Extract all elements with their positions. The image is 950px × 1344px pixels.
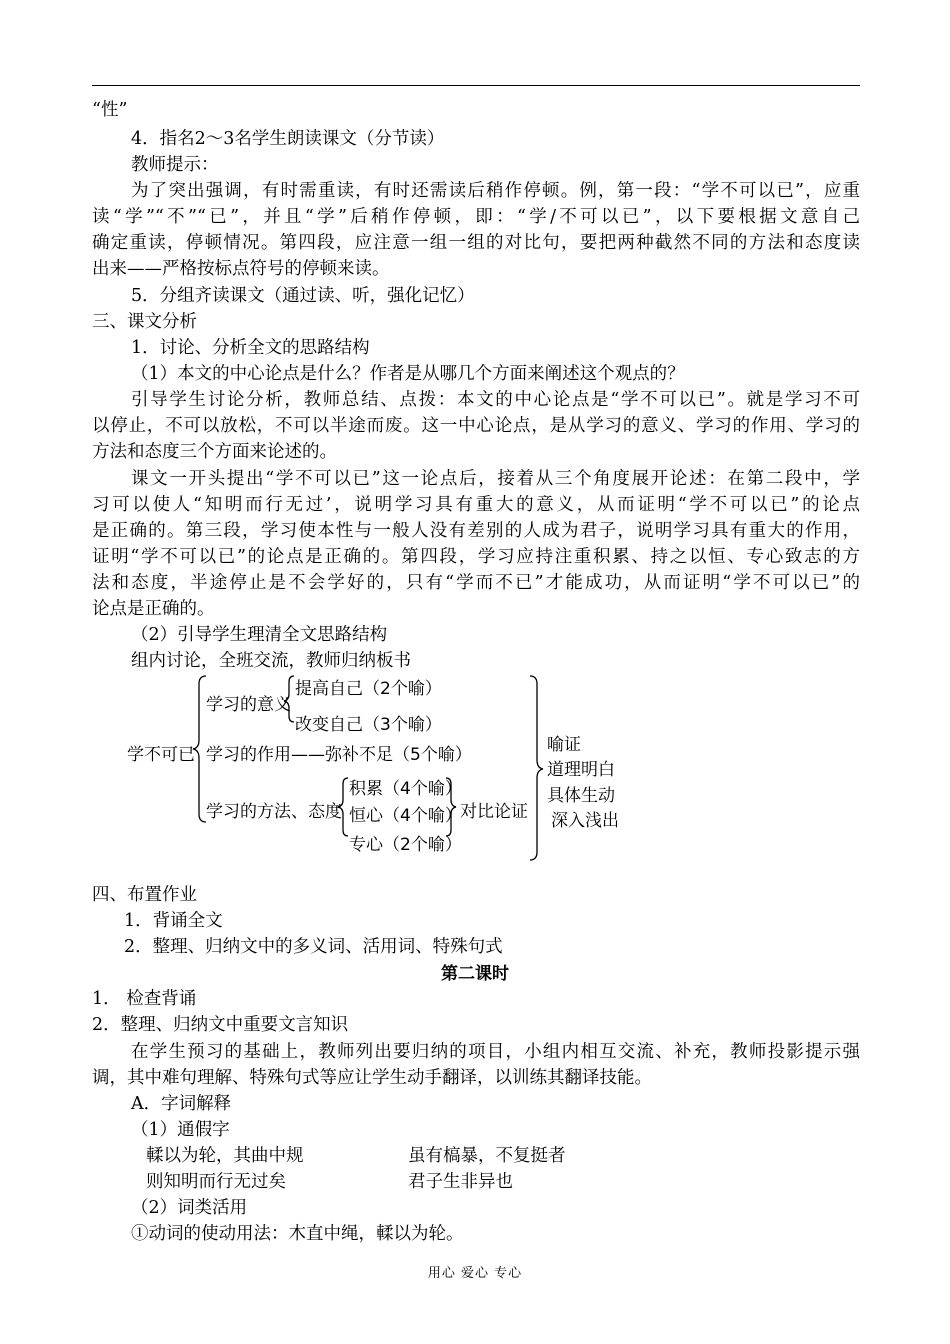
homework-1: 1．背诵全文 <box>124 911 223 931</box>
summary-brace <box>530 676 543 860</box>
analysis-para-line: 引导学生讨论分析，教师总结、点拨：本文的中心论点是“学不可以已”。就是学习不可 <box>131 390 860 410</box>
read-step-4: 4．指名2～3名学生朗读课文（分节读） <box>131 129 445 149</box>
word-explain-heading: A．字词解释 <box>131 1094 232 1114</box>
analysis-para-line: 以停止，不可以放松，不可以半途而废。这一中心论点，是从学习的意义、学习的作用、学习的 <box>92 416 860 436</box>
diagram-right-1: 喻证 <box>547 735 581 755</box>
tongjia-heading: （1）通假字 <box>131 1120 230 1140</box>
diagram-method: 学习的方法、态度 <box>206 802 342 822</box>
structure-para-line: 习可以使人“知明而行无过’，说明学习具有重大的意义，从而证明“学不可以已”的论点 <box>92 495 860 515</box>
example-2-left: 则知明而行无过矣 <box>146 1172 286 1192</box>
top-fragment: “性” <box>92 100 128 120</box>
structure-para-line: 课文一开头提出“学不可以已”这一论点后，接着从三个角度展开论述：在第二段中，学 <box>131 469 860 489</box>
section-3-item-1: 1．讨论、分析全文的思路结构 <box>131 338 370 358</box>
diagram-method-3: 专心（2个喻） <box>349 835 462 855</box>
hint-para-line: 读“学”“不”“已”，并且“学”后稍作停顿，即：“学/不可以已”，以下要根据文意自己 <box>92 207 860 227</box>
page-footer: 用心 爱心 专心 <box>427 1266 523 1281</box>
diagram-root: 学不可已 <box>127 745 195 765</box>
structure-para-line: 法和态度，半途停止是不会学好的，只有“学而不已”才能成功，从而证明“学不可以已”的 <box>92 573 860 593</box>
lesson-2-item-2: 2．整理、归纳文中重要文言知识 <box>92 1015 349 1035</box>
section-3-question-2: （2）引导学生理清全文思路结构 <box>131 625 388 645</box>
structure-para-line: 是正确的。第三段，学习使本性与一般人没有差别的人成为君子，说明学习具有重大的作用， <box>92 521 860 541</box>
diagram-method-1: 积累（4个喻） <box>349 779 462 799</box>
diagram-right-3: 具体生动 <box>547 786 615 806</box>
usage-1: ①动词的使动用法：木直中绳，輮以为轮。 <box>131 1224 464 1244</box>
hint-para-line: 出来——严格按标点符号的停顿来读。 <box>92 259 390 279</box>
diagram-meaning: 学习的意义 <box>206 695 291 715</box>
lesson-2-para-line: 在学生预习的基础上，教师列出要归纳的项目，小组内相互交流、补充，教师投影提示强 <box>131 1042 860 1062</box>
teacher-hint-label: 教师提示： <box>131 155 219 175</box>
example-2-right: 君子生非异也 <box>408 1172 513 1192</box>
lesson-2-para-line: 调，其中难句理解、特殊句式等应让学生动手翻译，以训练其翻译技能。 <box>92 1068 652 1088</box>
board-note: 组内讨论，全班交流，教师归纳板书 <box>131 651 411 671</box>
section-4-heading: 四、布置作业 <box>92 885 197 905</box>
diagram-meaning-b: 改变自己（3个喻） <box>295 715 442 735</box>
word-class-heading: （2）词类活用 <box>131 1198 248 1218</box>
read-step-5: 5．分组齐读课文（通过读、听，强化记忆） <box>131 286 475 306</box>
structure-para-line: 证明“学不可以已”的论点是正确的。第四段，学习应持注重积累、持之以恒、专心致志的方 <box>92 547 860 567</box>
example-1-right: 虽有槁暴，不复挺者 <box>408 1146 566 1166</box>
homework-2: 2．整理、归纳文中的多义词、活用词、特殊句式 <box>124 937 503 957</box>
diagram-role: 学习的作用——弥补不足（5个喻） <box>206 745 472 765</box>
section-3-question-1: （1）本文的中心论点是什么？作者是从哪几个方面来阐述这个观点的？ <box>131 364 685 384</box>
diagram-meaning-a: 提高自己（2个喻） <box>295 679 442 699</box>
hint-para-line: 确定重读，停顿情况。第四段，应注意一组一组的对比句，要把两种截然不同的方法和态度读 <box>92 233 860 253</box>
lesson-2-item-1: 1． 检查背诵 <box>92 989 197 1009</box>
example-1-left: 輮以为轮，其曲中规 <box>146 1146 304 1166</box>
diagram-contrast: 对比论证 <box>460 802 528 822</box>
diagram-method-2: 恒心（4个喻） <box>349 806 462 826</box>
lesson-2-title: 第二课时 <box>441 964 509 984</box>
analysis-para-line: 方法和态度三个方面来论述的。 <box>92 442 337 462</box>
section-3-heading: 三、课文分析 <box>92 312 197 332</box>
diagram-right-2: 道理明白 <box>547 760 615 780</box>
hint-para-line: 为了突出强调，有时需重读，有时还需读后稍作停顿。例，第一段：“学不可以已”，应重 <box>131 181 860 201</box>
diagram-right-4: 深入浅出 <box>551 811 619 831</box>
structure-para-line: 论点是正确的。 <box>92 599 215 619</box>
